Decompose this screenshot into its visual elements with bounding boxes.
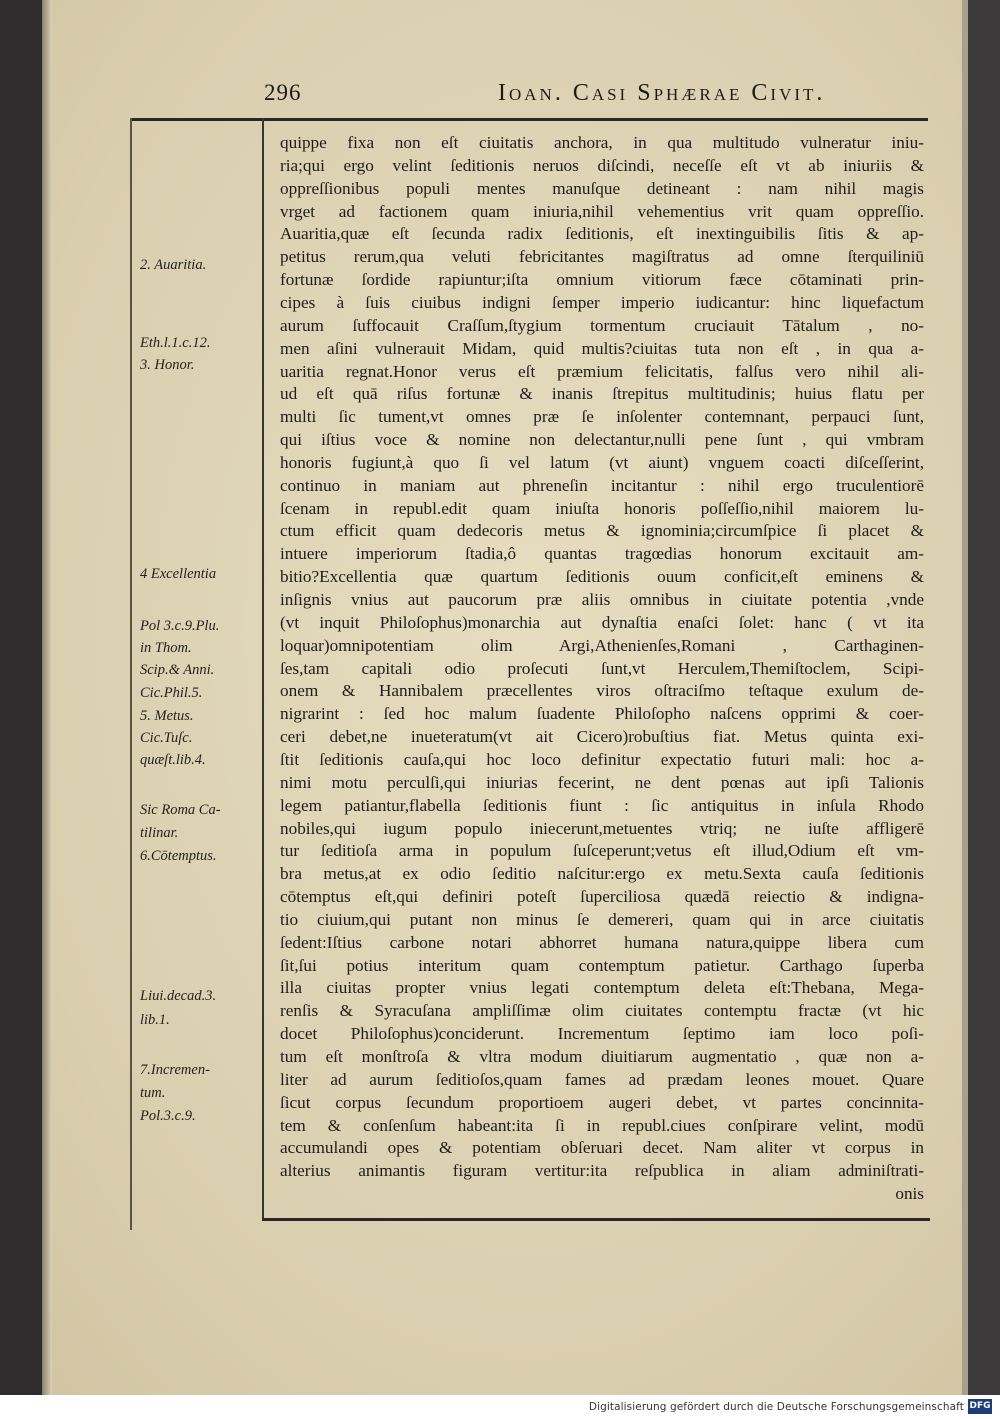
- text-line: ſtit ſeditionis cauſa,qui hoc loco definitur expectatio futuri mali: hoc a-: [280, 749, 924, 769]
- text-line: nimi motu perculſi,qui iniurias fecerint, ne dent pœnas aut ipſi Talionis: [280, 772, 924, 792]
- text-line: Auaritia,quæ eſt ſecunda radix ſeditionis, eſt inextinguibilis ſitis & ap-: [280, 224, 924, 244]
- margin-rule-left: [130, 118, 132, 1230]
- text-line: accumulandi opes & potentiam obſeruari decet. Nam aliter vt corpus in: [280, 1138, 924, 1158]
- text-line: ria;qui ergo velint ſeditionis neruos diſcindi, neceſſe eſt vt ab iniuriis &: [280, 155, 924, 175]
- text-line: quippe fixa non eſt ciuitatis anchora, in qua multitudo vulneratur iniu-: [280, 133, 924, 152]
- text-line: vrget ad factionem quam iniuria,nihil vehementius vrit quam oppreſſio.: [280, 201, 924, 221]
- text-line: tum eſt monſtroſa & vltra modum diuitiarum augmentatio , quæ non a-: [280, 1047, 924, 1066]
- text-line: nigrarint : ſed hoc malum ſuadente Philoſopho naſcens opprimi & coer-: [280, 704, 924, 724]
- text-line: oppreſſionibus populi mentes manuſque detineant : nam nihil magis: [280, 178, 924, 198]
- page-number: 296: [264, 80, 302, 105]
- book-board: [0, 0, 42, 1395]
- text-line: honoris fugiunt,à quo ſi vel latum (vt aiunt) vnguem coacti diſceſſerint,: [280, 452, 924, 472]
- margin-note: 7.Incremen-: [140, 1062, 210, 1078]
- text-line: tem & conſenſum habeant:ita ſi in republ.ciues conſpirare velint, modū: [280, 1115, 924, 1135]
- margin-note: tum.: [140, 1085, 166, 1101]
- text-line: illa ciuitas propter vnius legati contemptum deleta eſt:Thebana, Mega-: [280, 978, 924, 998]
- text-line: ſit,ſui potius interitum quam contemptum patietur. Carthago ſuperba: [280, 955, 924, 975]
- margin-note: Scip.& Anni.: [140, 662, 215, 678]
- text-line: inſignis vnius aut paucorum præ aliis omnibus in ciuitate potentia ,vnde: [280, 590, 924, 609]
- margin-note: 3. Honor.: [140, 357, 195, 373]
- text-line: tur ſeditioſa arma in populum ſuſceperunt;vetus eſt illud,Odium eſt vm-: [280, 841, 924, 861]
- footer-rule: [262, 1218, 930, 1221]
- text-line: fortunæ ſordide rapiuntur;iſta omnium vitiorum fæce cōtaminati prin-: [280, 270, 924, 290]
- page-edge: [962, 0, 968, 1395]
- text-line: (vt inquit Philoſophus)monarchia aut dynaſtia enaſci ſolet: hanc ( vt ita: [280, 612, 924, 632]
- text-line: continuo in maniam aut phreneſin incitantur : nihil ergo truculentiorē: [280, 475, 924, 495]
- text-line: multi ſic tument,vt omnes præ ſe inſolenter contemnant, perpauci ſunt,: [280, 407, 924, 427]
- margin-note: quæſt.lib.4.: [140, 752, 206, 768]
- text-line: tio ciuium,qui putant non minus ſe demereri, quam qui in arce ciuitatis: [280, 909, 924, 929]
- text-line: loquar)omnipotentiam olim Argi,Athenienſes,Romani , Carthaginen-: [280, 635, 924, 655]
- text-line: ſicut corpus ſecundum proportioem augeri debet, vt partes concinnita-: [280, 1092, 924, 1112]
- text-line: cōtemptus eſt,qui definiri poteſt ſuperciliosa quædā reiectio & indigna-: [280, 887, 924, 907]
- margin-note: Eth.l.1.c.12.: [140, 335, 211, 351]
- text-line: uaritia regnat.Honor verus eſt præmium felicitatis, falſus vero nihil ali-: [280, 361, 924, 381]
- text-line: qui iſtius voce & nomine non delectantur,nulli pene ſunt , qui vmbram: [280, 430, 924, 450]
- text-line: ſes,tam capitali odio proſecuti ſunt,vt Herculem,Themiſtoclem, Scipi-: [280, 658, 924, 678]
- margin-note: tilinar.: [140, 825, 179, 841]
- margin-note: Cic.Phil.5.: [140, 685, 203, 701]
- margin-note: Cic.Tuſc.: [140, 730, 193, 746]
- running-head: Ioan. Casi Sphærae Civit.: [498, 80, 826, 106]
- margin-note: Pol.3.c.9.: [140, 1108, 196, 1124]
- text-line: ſcenam in republ.edit quam iniuſta honoris poſſeſſio,nihil maiorem lu-: [280, 498, 924, 518]
- text-line: men aſini vulnerauit Midam, quid multis?ciuitas tuta non eſt , in qua a-: [280, 338, 924, 358]
- text-line: intuere imperiorum ſtadia,ô quantas tragœdias honorum excitauit am-: [280, 544, 924, 564]
- text-line: bitio?Excellentia quæ quartum ſeditionis ouum conficit,eſt eminens &: [280, 567, 924, 587]
- text-line: alterius animantis figuram vertitur:ita reſpublica in aliam adminiſtrati-: [280, 1161, 924, 1181]
- text-line: onem & Hannibalem præcellentes viros oſtraciſmo teſtaque exulum de-: [280, 681, 924, 701]
- margin-note: in Thom.: [140, 640, 192, 656]
- margin-note: 2. Auaritia.: [140, 257, 207, 273]
- margin-note: lib.1.: [140, 1012, 170, 1028]
- text-line: nobiles,qui iugum populo iniecerunt,metuentes vtriq; ne iuſte affligerē: [280, 818, 924, 838]
- text-line: ud eſt quā riſus fortunæ & inanis ſtrepitus multitudinis; huius flatu per: [280, 384, 924, 404]
- funding-credit: Digitalisierung gefördert durch die Deutsche Forschungsgemeinschaft: [588, 1401, 964, 1413]
- text-line: renſis & Syracuſana ampliſſimæ olim ciuitates contemptu fractæ (vt hic: [280, 1001, 924, 1021]
- text-line: aurum ſuffocauit Craſſum,ſtygium tormentum cruciauit Tātalum , no-: [280, 315, 924, 335]
- header-rule: [130, 118, 928, 121]
- text-line: ceri debet,ne inueteratum(vt ait Cicero)robuſtius fiat. Metus quinta exi-: [280, 727, 924, 747]
- digitization-footer: [0, 1395, 1000, 1419]
- text-line: bra metus,at ex odio ſeditio naſcitur:ergo ex metu.Sexta cauſa ſeditionis: [280, 864, 924, 884]
- text-line: cipes à ſuis ciuibus indigni ſemper imperio iudicantur: hinc liquefactum: [280, 292, 924, 312]
- text-line: petitus rerum,qua veluti febricitantes magiſtratus ad omne ſterquiliniū: [280, 247, 924, 267]
- margin-note: 6.Cōtemptus.: [140, 848, 217, 864]
- text-line: docet Philoſophus)conciderunt. Incrementum ſeptimo iam loco poſi-: [280, 1024, 924, 1044]
- text-line: ctum efficit quam dedecoris metus & ignominia;circumſpice ſi placet &: [280, 521, 924, 541]
- text-line: legem patiantur,flabella ſeditionis fiunt : ſic antiquitus in inſula Rhodo: [280, 795, 924, 815]
- text-line: ſedent:Iſtius carbone notari abhorret humana natura,quippe libera cum: [280, 932, 924, 952]
- text-line: liter ad aurum ſeditioſos,quam fames ad prædam leones mouet. Quare: [280, 1069, 924, 1089]
- margin-note: 4 Excellentia: [140, 566, 217, 582]
- margin-note: Sic Roma Ca-: [140, 802, 221, 818]
- page-fold: [42, 0, 52, 1395]
- dfg-logo: DFG: [968, 1399, 992, 1414]
- margin-note: Liui.decad.3.: [140, 988, 217, 1004]
- text-line: onis: [895, 1184, 924, 1204]
- margin-note: 5. Metus.: [140, 708, 194, 724]
- margin-note: Pol 3.c.9.Plu.: [140, 618, 220, 634]
